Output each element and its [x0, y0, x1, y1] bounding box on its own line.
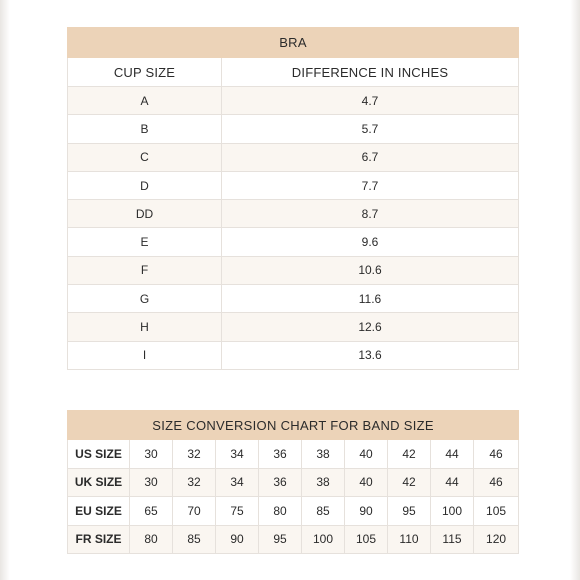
table-row-us	[68, 440, 519, 469]
band-value-cell: 38	[302, 468, 345, 497]
cup-table-title: BRA	[68, 28, 519, 58]
cup-size-cell: C	[68, 143, 222, 171]
column-header-cup-size: CUP SIZE	[68, 58, 222, 87]
band-value-cell: 85	[173, 525, 216, 554]
band-value-cell: 40	[345, 440, 388, 469]
band-value-cell: 115	[431, 525, 474, 554]
band-value-cell: 34	[216, 440, 259, 469]
band-value-cell: 90	[216, 525, 259, 554]
table-row	[68, 313, 519, 341]
band-value-cell: 38	[302, 440, 345, 469]
cup-size-table	[67, 27, 519, 370]
band-value-cell: 32	[173, 468, 216, 497]
band-value-cell: 30	[130, 440, 173, 469]
cup-size-cell: A	[68, 87, 222, 115]
band-value-cell: 42	[388, 440, 431, 469]
difference-cell: 7.7	[222, 171, 519, 199]
band-value-cell: 65	[130, 497, 173, 526]
table-row	[68, 228, 519, 256]
cup-size-cell: I	[68, 341, 222, 369]
table-row-eu	[68, 497, 519, 526]
band-value-cell: 120	[474, 525, 519, 554]
left-edge-shadow	[0, 0, 10, 580]
table-row	[68, 115, 519, 143]
band-value-cell: 36	[259, 440, 302, 469]
cup-size-cell: D	[68, 171, 222, 199]
difference-cell: 12.6	[222, 313, 519, 341]
band-value-cell: 32	[173, 440, 216, 469]
band-value-cell: 42	[388, 468, 431, 497]
cup-size-cell: DD	[68, 200, 222, 228]
band-value-cell: 90	[345, 497, 388, 526]
table-row	[68, 171, 519, 199]
cup-size-cell: G	[68, 285, 222, 313]
band-value-cell: 46	[474, 440, 519, 469]
band-value-cell: 95	[388, 497, 431, 526]
band-value-cell: 46	[474, 468, 519, 497]
row-label-us: US SIZE	[68, 440, 130, 469]
difference-cell: 6.7	[222, 143, 519, 171]
band-value-cell: 80	[130, 525, 173, 554]
band-value-cell: 105	[345, 525, 388, 554]
band-value-cell: 70	[173, 497, 216, 526]
difference-cell: 9.6	[222, 228, 519, 256]
band-value-cell: 44	[431, 440, 474, 469]
band-value-cell: 30	[130, 468, 173, 497]
difference-cell: 4.7	[222, 87, 519, 115]
difference-cell: 5.7	[222, 115, 519, 143]
cup-size-cell: F	[68, 256, 222, 284]
band-value-cell: 80	[259, 497, 302, 526]
table-row	[68, 200, 519, 228]
band-value-cell: 105	[474, 497, 519, 526]
table-row	[68, 143, 519, 171]
band-value-cell: 100	[431, 497, 474, 526]
band-value-cell: 100	[302, 525, 345, 554]
difference-cell: 8.7	[222, 200, 519, 228]
column-header-difference: DIFFERENCE IN INCHES	[222, 58, 519, 87]
table-row	[68, 285, 519, 313]
row-label-fr: FR SIZE	[68, 525, 130, 554]
band-value-cell: 34	[216, 468, 259, 497]
row-label-uk: UK SIZE	[68, 468, 130, 497]
band-value-cell: 85	[302, 497, 345, 526]
difference-cell: 10.6	[222, 256, 519, 284]
band-value-cell: 110	[388, 525, 431, 554]
band-value-cell: 40	[345, 468, 388, 497]
band-value-cell: 95	[259, 525, 302, 554]
cup-table-column-headers	[68, 58, 519, 87]
cup-size-cell: H	[68, 313, 222, 341]
difference-cell: 13.6	[222, 341, 519, 369]
band-value-cell: 75	[216, 497, 259, 526]
band-table-title-row	[68, 411, 519, 440]
cup-size-cell: B	[68, 115, 222, 143]
right-edge-shadow	[570, 0, 580, 580]
band-size-conversion-table	[67, 410, 519, 554]
cup-table-title-row	[68, 28, 519, 58]
table-row	[68, 256, 519, 284]
cup-size-cell: E	[68, 228, 222, 256]
table-row	[68, 87, 519, 115]
band-table-title: SIZE CONVERSION CHART FOR BAND SIZE	[68, 411, 519, 440]
table-row-uk	[68, 468, 519, 497]
band-value-cell: 36	[259, 468, 302, 497]
table-row	[68, 341, 519, 369]
band-value-cell: 44	[431, 468, 474, 497]
table-row-fr	[68, 525, 519, 554]
difference-cell: 11.6	[222, 285, 519, 313]
row-label-eu: EU SIZE	[68, 497, 130, 526]
